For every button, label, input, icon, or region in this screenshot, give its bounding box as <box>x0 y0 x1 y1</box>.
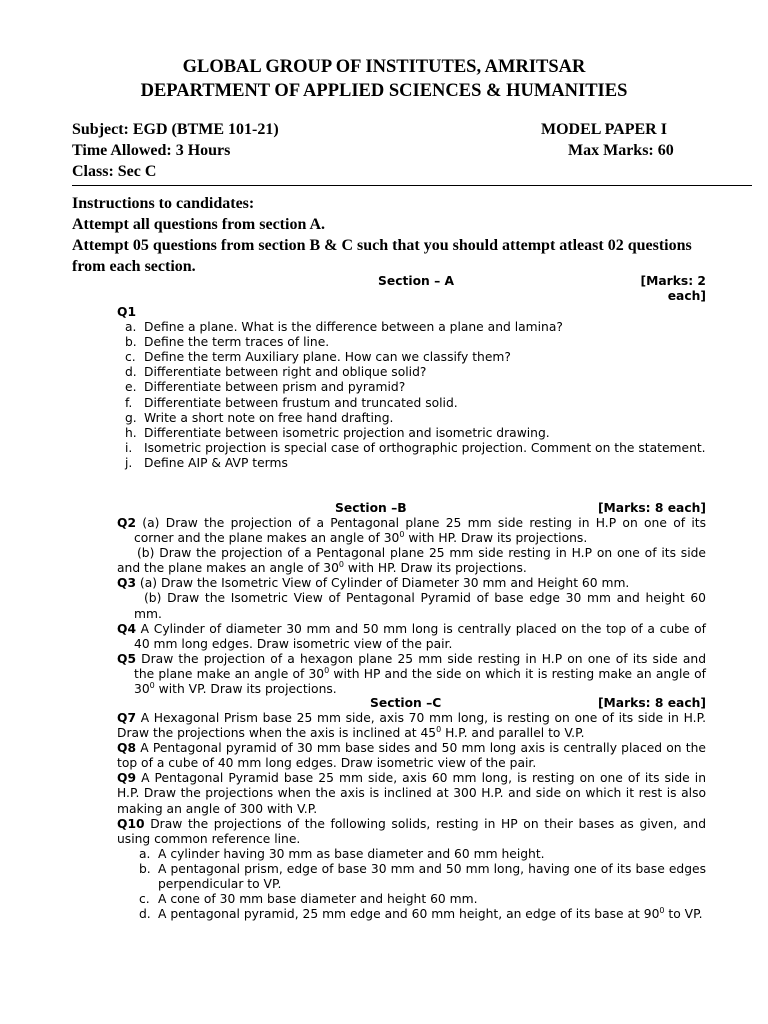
q5-text-2: with HP and the side on which it is resting make an angle of 30 <box>134 666 706 697</box>
section-c-title: Section –C <box>370 696 442 710</box>
list-marker: e. <box>125 380 137 395</box>
q7-text-1: A Hexagonal Prism base 25 mm side, axis 70 mm long, is resting on one of its side in H.P. Draw the projections when the axis is inclined at 45 <box>117 711 706 741</box>
list-item-text: Isometric projection is special case of orthographic projection. Comment on the statement. <box>144 440 706 455</box>
list-item-text: Differentiate between frustum and truncated solid. <box>144 395 458 410</box>
q2b-text-1: (b) Draw the projection of a Pentagonal plane 25 mm side resting in H.P on one of its side and the plane makes an angle of 30 <box>117 546 706 576</box>
q4-text: A Cylinder of diameter 30 mm and 50 mm long is centrally placed on the top of a cube of 40 mm long edges. Draw isometric view of the pair. <box>134 621 706 651</box>
list-marker: f. <box>125 395 133 410</box>
q10-sublist <box>117 847 706 922</box>
section-a-marks-2: each] <box>667 289 706 303</box>
q1-sublist <box>117 320 706 471</box>
q9-text: A Pentagonal Pyramid base 25 mm side, axis 60 mm long, is resting on one of its side in H.P. Draw the projections when the axis is inclined at 300 H.P. and side on which it rest is also making an angle of 300 with V.P. <box>117 771 706 816</box>
q4-label: Q4 <box>117 621 137 636</box>
list-marker: b. <box>139 861 151 876</box>
list-item <box>131 892 706 907</box>
instructions-block <box>72 193 712 277</box>
q8-text: A Pentagonal pyramid of 30 mm base sides and 50 mm long axis is centrally placed on the top of a cube of 40 mm long edges. Draw isometric view of the pair. <box>117 741 706 771</box>
degree-mark: 0 <box>149 680 155 690</box>
q2a-text-1: (a) Draw the projection of a Pentagonal plane 25 mm side resting in H.P on one of its corner and the plane makes an angle of 30 <box>134 516 706 546</box>
list-item <box>131 847 706 862</box>
q5-text-1: Draw the projection of a hexagon plane 25 mm side resting in H.P on one of its side and the plane make an angle of 30 <box>134 651 706 681</box>
list-item <box>131 862 706 892</box>
degree-mark: 0 <box>399 530 405 539</box>
list-item-text: Define the term Auxiliary plane. How can we classify them? <box>144 350 511 365</box>
list-item-text: Differentiate between right and oblique solid? <box>144 365 427 380</box>
q2b-text-2: with HP. Draw its projections. <box>344 561 527 576</box>
question-q8 <box>117 741 706 771</box>
section-a-title: Section – A <box>378 274 455 288</box>
q7-label: Q7 <box>117 711 137 725</box>
list-item-text: A cylinder having 30 mm as base diameter and 60 mm height. <box>158 846 545 861</box>
subject-label: Subject: EGD (BTME 101-21) <box>72 121 279 138</box>
list-marker: d. <box>125 365 137 380</box>
institute-title: GLOBAL GROUP OF INSTITUTES, AMRITSAR <box>182 57 586 77</box>
section-a-marks-1: [Marks: 2 <box>640 274 706 288</box>
section-c-header <box>117 696 706 711</box>
question-q7 <box>117 711 706 741</box>
instructions-heading: Instructions to candidates: <box>72 195 255 212</box>
section-c <box>117 696 706 922</box>
section-a <box>117 274 706 471</box>
q7-text-2: H.P. and parallel to V.P. <box>441 726 585 741</box>
degree-mark: 0 <box>338 560 345 570</box>
list-item <box>117 396 706 411</box>
list-item-text: Differentiate between prism and pyramid? <box>144 380 406 395</box>
section-c-marks: [Marks: 8 each] <box>597 696 706 710</box>
class-label: Class: Sec C <box>72 163 157 180</box>
list-item-text: A pentagonal prism, edge of base 30 mm and 50 mm long, having one of its base edges perpendicular to VP. <box>158 861 706 892</box>
list-marker: h. <box>125 425 137 440</box>
question-q3b <box>117 591 706 621</box>
section-a-header <box>117 274 706 304</box>
department-title: DEPARTMENT OF APPLIED SCIENCES & HUMANITIES <box>140 81 628 101</box>
max-marks-label: Max Marks: 60 <box>568 142 674 159</box>
degree-mark: 0 <box>436 725 442 734</box>
list-item <box>117 350 706 365</box>
degree-mark: 0 <box>324 665 330 675</box>
list-item <box>117 411 706 426</box>
list-item <box>117 365 706 380</box>
section-b-marks: [Marks: 8 each] <box>597 501 706 515</box>
q3a-text: (a) Draw the Isometric View of Cylinder of Diameter 30 mm and Height 60 mm. <box>136 576 630 591</box>
list-marker: g. <box>125 410 137 425</box>
question-q2b <box>117 546 706 576</box>
list-item-text: to VP. <box>664 907 703 922</box>
list-marker: c. <box>139 892 150 907</box>
list-item <box>117 320 706 335</box>
question-q5 <box>117 652 706 697</box>
list-marker: b. <box>125 335 137 350</box>
list-item-text: Write a short note on free hand drafting. <box>144 410 394 425</box>
list-item <box>117 335 706 350</box>
degree-mark: 0 <box>659 906 665 916</box>
section-b-title: Section –B <box>335 501 407 515</box>
q3b-text: (b) Draw the Isometric View of Pentagonal Pyramid of base edge 30 mm and height 60 mm. <box>134 591 706 621</box>
instruction-line-1: Attempt all questions from section A. <box>72 216 326 233</box>
q2-label: Q2 <box>117 516 137 530</box>
instruction-line-2: Attempt 05 questions from section B & C such that you should attempt atleast 02 questions from each section. <box>72 237 692 275</box>
question-q2a <box>117 516 706 546</box>
list-item-text: Define a plane. What is the difference between a plane and lamina? <box>144 320 563 335</box>
list-marker: j. <box>125 455 133 470</box>
list-item <box>117 441 706 456</box>
q2a-text-2: with HP. Draw its projections. <box>404 531 588 546</box>
list-marker: d. <box>139 907 151 922</box>
section-b-header <box>117 501 706 516</box>
list-item-text: Define AIP & AVP terms <box>144 455 288 470</box>
question-q9 <box>117 771 706 816</box>
q10-label: Q10 <box>117 816 145 831</box>
question-q4 <box>117 622 706 652</box>
list-marker: c. <box>125 350 136 365</box>
list-item-text: Define the term traces of line. <box>144 335 330 350</box>
time-allowed-label: Time Allowed: 3 Hours <box>72 142 231 159</box>
question-q10 <box>117 817 706 847</box>
list-item-text: A pentagonal pyramid, 25 mm edge and 60 mm height, an edge of its base at 90 <box>158 907 660 922</box>
q5-label: Q5 <box>117 651 137 666</box>
list-item <box>131 907 706 922</box>
list-item <box>117 456 706 471</box>
header-divider <box>72 185 752 186</box>
q10-text: Draw the projections of the following solids, resting in HP on their bases as given, and using common reference line. <box>117 816 706 846</box>
list-item-text: A cone of 30 mm base diameter and height 60 mm. <box>158 892 478 907</box>
list-item <box>117 426 706 441</box>
q1-label: Q1 <box>117 305 137 319</box>
question-q3a <box>117 576 706 591</box>
list-marker: i. <box>125 440 133 455</box>
list-item-text: Differentiate between isometric projection and isometric drawing. <box>144 425 550 440</box>
section-b <box>117 501 706 697</box>
q9-label: Q9 <box>117 771 137 786</box>
list-item <box>117 380 706 395</box>
list-marker: a. <box>125 320 137 335</box>
paper-label: MODEL PAPER I <box>541 121 667 138</box>
q8-label: Q8 <box>117 741 137 756</box>
q5-text-3: with VP. Draw its projections. <box>154 682 337 697</box>
q3-label: Q3 <box>117 576 137 591</box>
list-marker: a. <box>139 846 151 861</box>
